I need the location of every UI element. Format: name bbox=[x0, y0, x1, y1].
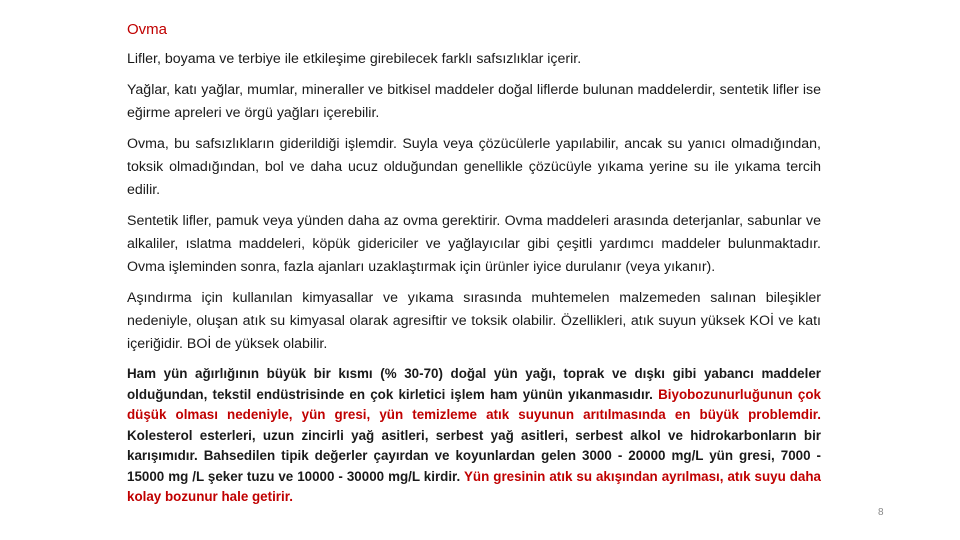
paragraph-6-part-1: Ham yün ağırlığının büyük bir kısmı (% 30-70) doğal yün yağı, toprak ve dışkı gibi yabancı maddeler olduğundan, tekstil endüstrisinde en çok kirletici işlem ham yünün yıkanmasıdır. bbox=[127, 366, 821, 402]
paragraph-6 bbox=[127, 364, 821, 508]
paragraph-6-part-3: Kolesterol esterleri, uzun zincirli yağ asitleri, serbest yağ asitleri, serbest alkol ve hidrokarbonların bir karışımıdır. Bahsedilen tipik değerler çayırdan ve koyunlardan gelen 3000 - 20000 mg/L yün gresi, 7000 - 15000 mg /L şeker tuzu ve 10000 - 30000 mg/L kirdir. bbox=[127, 427, 821, 484]
paragraph-2: Yağlar, katı yağlar, mumlar, mineraller ve bitkisel maddeler doğal liflerde bulunan maddelerdir, sentetik lifler ise eğirme apreleri ve örgü yağları içerebilir. bbox=[127, 82, 821, 121]
slide-content bbox=[127, 20, 821, 516]
paragraph-6-highlight-1: Biyobozunurluğunun çok düşük olması nedeniyle, yün gresi, yün temizleme atık suyunun arıtılmasında en büyük problemdir. bbox=[127, 386, 821, 422]
paragraph-4: Sentetik lifler, pamuk veya yünden daha az ovma gerektirir. Ovma maddeleri arasında deterjanlar, sabunlar ve alkaliler, ıslatma maddeleri, köpük gidericiler ve yağlayıcılar gibi çeşitli yardımcı maddeler bulunmaktadır. Ovma işleminden sonra, fazla ajanları uzaklaştırmak için ürünler iyice durulanır (veya yıkanır). bbox=[127, 213, 821, 275]
slide-title: Ovma bbox=[127, 21, 168, 38]
paragraph-3: Ovma, bu safsızlıkların giderildiği işlemdir. Suyla veya çözücülerle yapılabilir, ancak su yanıcı olmadığından, toksik olmadığından, bol ve daha ucuz olduğundan genellikle çözücüyle yıkama yerine su ile yıkama tercih edilir. bbox=[127, 136, 821, 198]
page-number: 8 bbox=[878, 507, 884, 518]
paragraph-1: Lifler, boyama ve terbiye ile etkileşime girebilecek farklı safsızlıklar içerir. bbox=[127, 51, 582, 67]
paragraph-6-highlight-2: Yün gresinin atık su akışından ayrılması, atık suyu daha kolay bozunur hale getirir. bbox=[127, 468, 821, 504]
paragraph-5: Aşındırma için kullanılan kimyasallar ve yıkama sırasında muhtemelen malzemeden salınan bileşikler nedeniyle, oluşan atık su kimyasal olarak agresiftir ve toksik olabilir. Özellikleri, atık suyun yüksek KOİ ve katı içeriğidir. BOİ de yüksek olabilir. bbox=[127, 290, 821, 352]
